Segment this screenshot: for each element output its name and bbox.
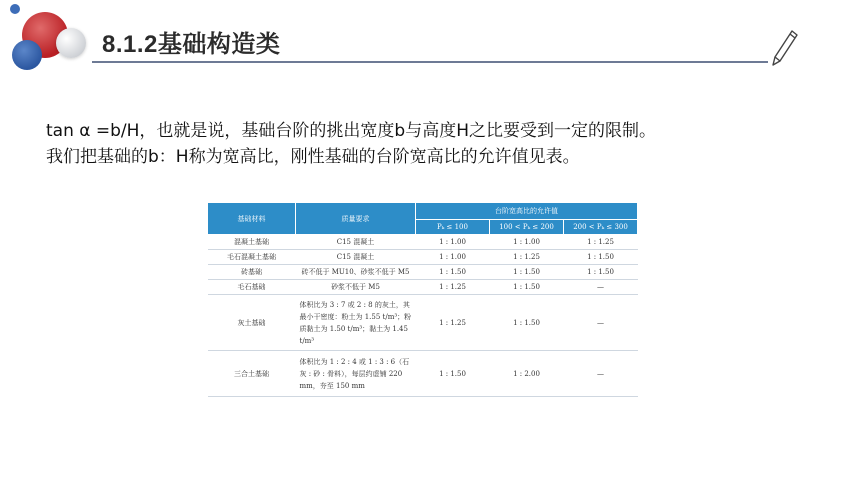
cell-quality: 砂浆不低于 M5	[296, 280, 416, 295]
table-row	[208, 295, 638, 351]
decor-circle-blue	[12, 40, 42, 70]
pencil-icon	[770, 28, 800, 68]
cell-material: 毛石基础	[208, 280, 296, 295]
header-allow: 台阶宽高比的允许值	[416, 203, 638, 220]
table-row	[208, 235, 638, 250]
cell-v1: 1 : 1.00	[416, 235, 490, 250]
header-quality: 质量要求	[296, 203, 416, 235]
cell-quality: C15 混凝土	[296, 235, 416, 250]
cell-v2: 1 : 1.50	[490, 295, 564, 351]
cell-v2: 1 : 2.00	[490, 351, 564, 397]
header-material: 基础材料	[208, 203, 296, 235]
cell-material: 毛石混凝土基础	[208, 250, 296, 265]
paragraph-2: 我们把基础的b：H称为宽高比，刚性基础的台阶宽高比的允许值见表。	[46, 147, 580, 167]
cell-v3: —	[564, 351, 638, 397]
cell-material: 灰土基础	[208, 295, 296, 351]
table-row	[208, 351, 638, 397]
cell-v1: 1 : 1.50	[416, 265, 490, 280]
header-sub-1: Pₖ ≤ 100	[416, 220, 490, 235]
cell-v3: 1 : 1.25	[564, 235, 638, 250]
header-sub-3: 200 < Pₖ ≤ 300	[564, 220, 638, 235]
cell-quality: 砖不低于 MU10、砂浆不低于 M5	[296, 265, 416, 280]
decor-circle-grey	[56, 28, 86, 58]
cell-material: 混凝土基础	[208, 235, 296, 250]
cell-v1: 1 : 1.50	[416, 351, 490, 397]
ratio-table	[207, 202, 638, 397]
cell-v3: 1 : 1.50	[564, 250, 638, 265]
header-sub-2: 100 < Pₖ ≤ 200	[490, 220, 564, 235]
cell-v1: 1 : 1.00	[416, 250, 490, 265]
cell-v2: 1 : 1.50	[490, 265, 564, 280]
page-title: 8.1.2基础构造类	[102, 31, 281, 58]
cell-material: 砖基础	[208, 265, 296, 280]
cell-v2: 1 : 1.50	[490, 280, 564, 295]
title-underline	[92, 61, 768, 63]
cell-quality: 体积比为 1 : 2 : 4 或 1 : 3 : 6（石灰 : 砂 : 骨料），每层约虚铺 220 mm，夯至 150 mm	[296, 351, 416, 397]
cell-v3: —	[564, 280, 638, 295]
cell-v3: 1 : 1.50	[564, 265, 638, 280]
cell-v2: 1 : 1.00	[490, 235, 564, 250]
paragraph-1: tan α =b/H，也就是说，基础台阶的挑出宽度b与高度H之比要受到一定的限制。	[46, 121, 656, 141]
cell-v1: 1 : 1.25	[416, 280, 490, 295]
cell-v1: 1 : 1.25	[416, 295, 490, 351]
cell-v2: 1 : 1.25	[490, 250, 564, 265]
decor-dot-small	[10, 4, 20, 14]
cell-v3: —	[564, 295, 638, 351]
table-row	[208, 250, 638, 265]
cell-quality: 体积比为 3 : 7 或 2 : 8 的灰土，其最小干密度：粉土为 1.55 t/m³；粉质黏土为 1.50 t/m³；黏土为 1.45 t/m³	[296, 295, 416, 351]
cell-quality: C15 混凝土	[296, 250, 416, 265]
table-row	[208, 280, 638, 295]
cell-material: 三合土基础	[208, 351, 296, 397]
table-row	[208, 265, 638, 280]
